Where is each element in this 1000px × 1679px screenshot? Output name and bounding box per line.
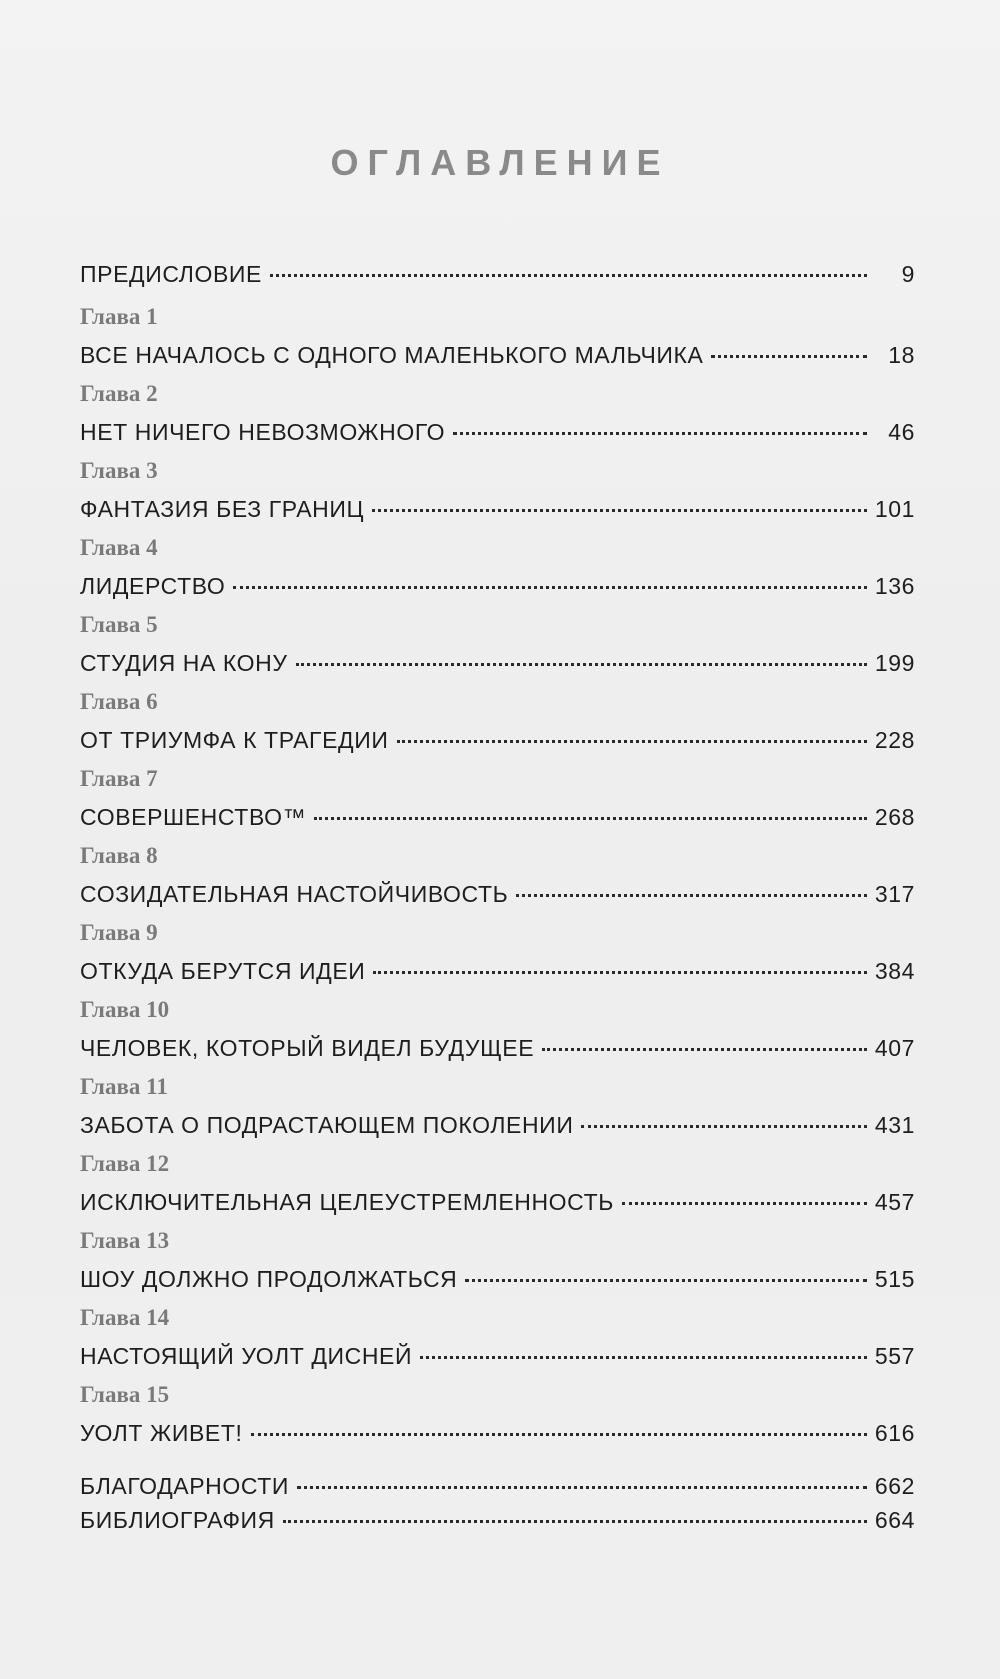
toc-entry-title: НЕТ НИЧЕГО НЕВОЗМОЖНОГО bbox=[80, 419, 446, 445]
toc-entry-page: 46 bbox=[888, 419, 915, 445]
chapter-label: Глава 13 bbox=[80, 1228, 170, 1253]
chapter-11 bbox=[80, 1070, 915, 1147]
chapter-label: Глава 10 bbox=[80, 997, 170, 1022]
toc-entry-page: 228 bbox=[874, 727, 915, 753]
toc-entry-title: ШОУ ДОЛЖНО ПРОДОЛЖАТЬСЯ bbox=[80, 1266, 458, 1292]
dot-leader bbox=[465, 1279, 866, 1282]
dot-leader bbox=[420, 1356, 867, 1359]
chapter-1 bbox=[80, 300, 915, 377]
toc-entry-title: ЗАБОТА О ПОДРАСТАЮЩЕМ ПОКОЛЕНИИ bbox=[80, 1112, 574, 1138]
toc-entry[interactable] bbox=[80, 949, 915, 993]
toc-entry-title: УОЛТ ЖИВЕТ! bbox=[80, 1420, 243, 1446]
dot-leader bbox=[516, 894, 866, 897]
chapter-label: Глава 5 bbox=[80, 612, 158, 637]
chapter-label: Глава 6 bbox=[80, 689, 158, 714]
toc-entry-page: 515 bbox=[874, 1266, 915, 1292]
toc-entry-title: ИСКЛЮЧИТЕЛЬНАЯ ЦЕЛЕУСТРЕМЛЕННОСТЬ bbox=[80, 1189, 614, 1215]
chapter-10 bbox=[80, 993, 915, 1070]
toc-entry-bibliography[interactable] bbox=[80, 1503, 915, 1537]
chapter-5 bbox=[80, 608, 915, 685]
toc-entry-acknowledgments[interactable] bbox=[80, 1469, 915, 1503]
toc-entry-page: 384 bbox=[874, 958, 915, 984]
dot-leader bbox=[251, 1433, 867, 1436]
chapter-13 bbox=[80, 1224, 915, 1301]
toc-entry[interactable] bbox=[80, 333, 915, 377]
dot-leader bbox=[270, 274, 867, 277]
toc-entry[interactable] bbox=[80, 1334, 915, 1378]
toc-entry-title: ЛИДЕРСТВО bbox=[80, 573, 226, 599]
dot-leader bbox=[373, 971, 866, 974]
toc-entry[interactable] bbox=[80, 872, 915, 916]
toc-entry[interactable] bbox=[80, 410, 915, 454]
page-title: ОГЛАВЛЕНИЕ bbox=[330, 142, 670, 183]
toc-entry-title: СОЗИДАТЕЛЬНАЯ НАСТОЙЧИВОСТЬ bbox=[80, 881, 509, 907]
chapter-15 bbox=[80, 1378, 915, 1455]
toc-entry[interactable] bbox=[80, 1103, 915, 1147]
dot-leader bbox=[542, 1048, 867, 1051]
toc-entry-page: 557 bbox=[874, 1343, 915, 1369]
toc-entry-page: 407 bbox=[874, 1035, 915, 1061]
dot-leader bbox=[622, 1202, 867, 1205]
toc-entry-page: 136 bbox=[874, 573, 915, 599]
chapter-9 bbox=[80, 916, 915, 993]
toc-entry[interactable] bbox=[80, 641, 915, 685]
toc-entry-title: ФАНТАЗИЯ БЕЗ ГРАНИЦ bbox=[80, 496, 365, 522]
toc-entry-title: ВСЕ НАЧАЛОСЬ С ОДНОГО МАЛЕНЬКОГО МАЛЬЧИКА bbox=[80, 342, 704, 368]
chapter-label: Глава 14 bbox=[80, 1305, 170, 1330]
dot-leader bbox=[711, 355, 867, 358]
chapter-2 bbox=[80, 377, 915, 454]
toc-entry[interactable] bbox=[80, 1257, 915, 1301]
toc-entry[interactable] bbox=[80, 487, 915, 531]
chapter-label: Глава 4 bbox=[80, 535, 158, 560]
toc-entry-title: НАСТОЯЩИЙ УОЛТ ДИСНЕЙ bbox=[80, 1343, 413, 1369]
chapter-12 bbox=[80, 1147, 915, 1224]
toc-entry-page: 431 bbox=[874, 1112, 915, 1138]
toc-entry-title: ЧЕЛОВЕК, КОТОРЫЙ ВИДЕЛ БУДУЩЕЕ bbox=[80, 1035, 535, 1061]
toc-entry-title: СТУДИЯ НА КОНУ bbox=[80, 650, 288, 676]
toc-entry-page: 268 bbox=[874, 804, 915, 830]
dot-leader bbox=[372, 509, 867, 512]
chapter-label: Глава 12 bbox=[80, 1151, 170, 1176]
toc-entry-page: 662 bbox=[874, 1473, 915, 1499]
dot-leader bbox=[453, 432, 867, 435]
toc-entry-preface[interactable] bbox=[80, 252, 915, 300]
toc-entry[interactable] bbox=[80, 1026, 915, 1070]
toc-entry[interactable] bbox=[80, 564, 915, 608]
toc-entry-page: 664 bbox=[874, 1507, 915, 1533]
chapter-4 bbox=[80, 531, 915, 608]
toc-entry-title: ОТКУДА БЕРУТСЯ ИДЕИ bbox=[80, 958, 366, 984]
dot-leader bbox=[314, 817, 867, 820]
toc-entry-page: 317 bbox=[874, 881, 915, 907]
toc-entry[interactable] bbox=[80, 795, 915, 839]
toc-entry-title: БЛАГОДАРНОСТИ bbox=[80, 1473, 290, 1499]
toc-entry[interactable] bbox=[80, 1411, 915, 1455]
dot-leader bbox=[233, 586, 866, 589]
table-of-contents bbox=[80, 252, 915, 1537]
dot-leader bbox=[581, 1125, 866, 1128]
toc-entry-page: 199 bbox=[874, 650, 915, 676]
chapter-label: Глава 15 bbox=[80, 1382, 170, 1407]
toc-entry-title: ПРЕДИСЛОВИЕ bbox=[80, 261, 262, 287]
toc-entry-title: БИБЛИОГРАФИЯ bbox=[80, 1507, 275, 1533]
chapter-7 bbox=[80, 762, 915, 839]
chapter-label: Глава 9 bbox=[80, 920, 158, 945]
chapter-label: Глава 8 bbox=[80, 843, 158, 868]
chapter-label: Глава 1 bbox=[80, 304, 158, 329]
chapter-6 bbox=[80, 685, 915, 762]
chapter-label: Глава 3 bbox=[80, 458, 158, 483]
toc-entry-page: 18 bbox=[888, 342, 915, 368]
chapter-8 bbox=[80, 839, 915, 916]
chapter-label: Глава 11 bbox=[80, 1074, 168, 1099]
toc-entry-page: 616 bbox=[874, 1420, 915, 1446]
chapter-label: Глава 2 bbox=[80, 381, 158, 406]
toc-entry-page: 101 bbox=[874, 496, 915, 522]
dot-leader bbox=[297, 1486, 867, 1489]
chapter-3 bbox=[80, 454, 915, 531]
dot-leader bbox=[397, 740, 867, 743]
toc-entry-title: ОТ ТРИУМФА К ТРАГЕДИИ bbox=[80, 727, 389, 753]
toc-entry-title: СОВЕРШЕНСТВО™ bbox=[80, 804, 307, 830]
chapter-label: Глава 7 bbox=[80, 766, 158, 791]
chapter-14 bbox=[80, 1301, 915, 1378]
toc-entry-page: 9 bbox=[901, 261, 915, 287]
toc-entry[interactable] bbox=[80, 1180, 915, 1224]
dot-leader bbox=[283, 1520, 867, 1523]
toc-entry-page: 457 bbox=[874, 1189, 915, 1215]
dot-leader bbox=[296, 663, 867, 666]
toc-entry[interactable] bbox=[80, 718, 915, 762]
